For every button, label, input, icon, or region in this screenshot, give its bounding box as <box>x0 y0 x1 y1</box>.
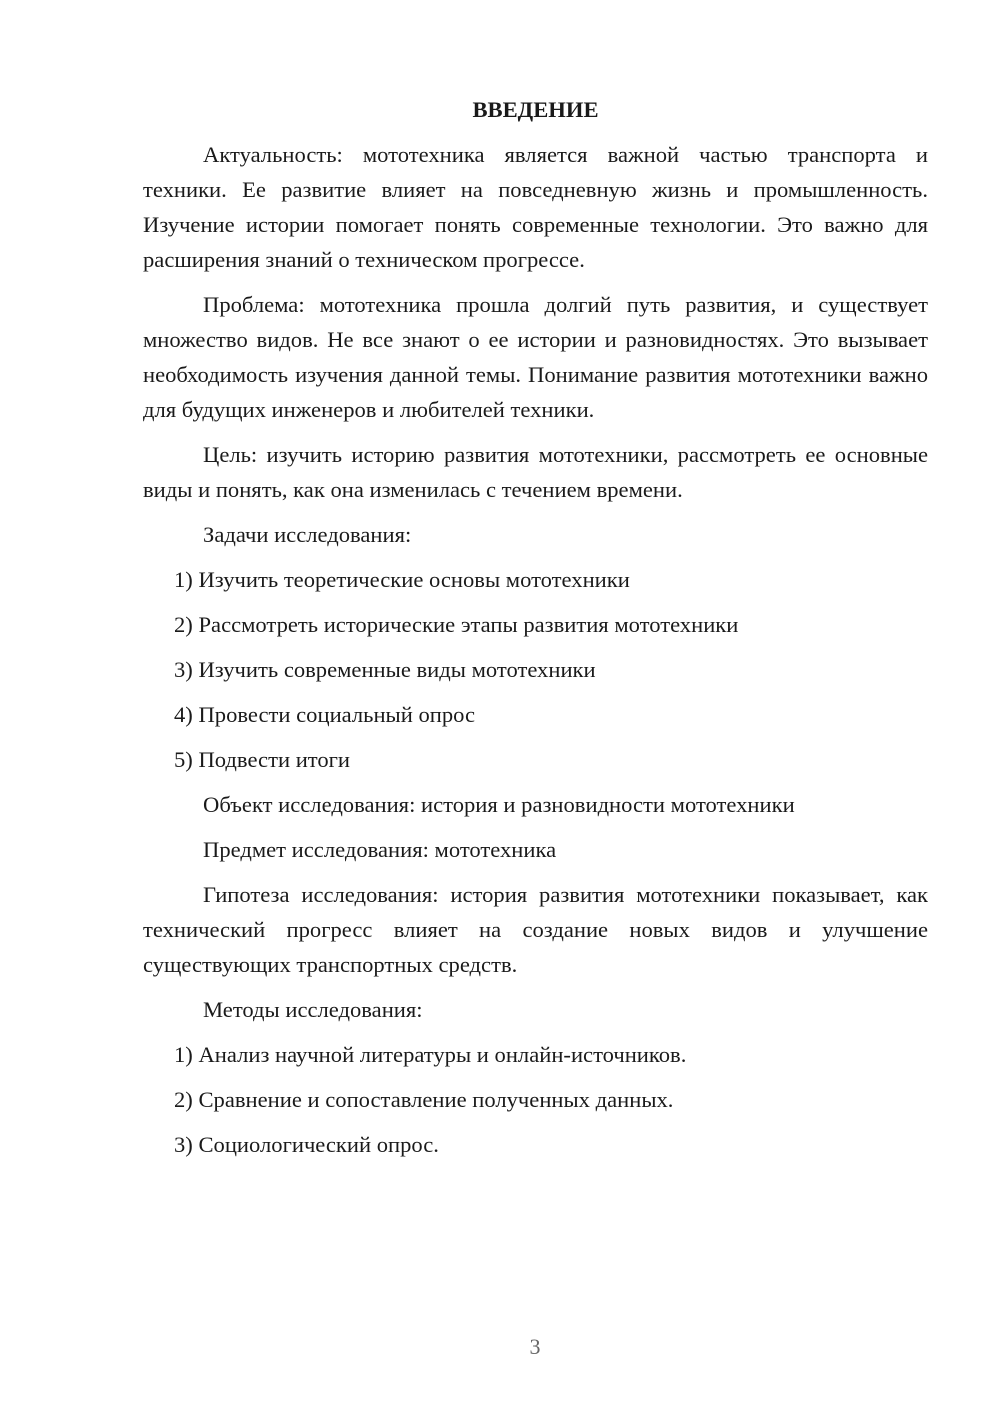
section-heading: ВВЕДЕНИЕ <box>472 97 599 122</box>
page-content <box>143 92 928 1172</box>
list-item: 4) Провести социальный опрос <box>174 702 476 727</box>
list-item: 1) Изучить теоретические основы мототехники <box>174 567 630 592</box>
list-item: 5) Подвести итоги <box>174 747 351 772</box>
paragraph-hypothesis: Гипотеза исследования: история развития мототехники показывает, как технический прогресс влияет на создание новых видов и улучшение существующих транспортных средств. <box>143 882 928 977</box>
list-item: 3) Изучить современные виды мототехники <box>174 657 596 682</box>
methods-title: Методы исследования: <box>203 997 423 1022</box>
paragraph-relevance: Актуальность: мототехника является важной частью транспорта и техники. Ее развитие влияет на повседневную жизнь и промышленность. Изучение истории помогает понять современные технологии. Это важно для расширения знаний о техническом прогрессе. <box>143 142 928 272</box>
list-item: 3) Социологический опрос. <box>174 1132 439 1157</box>
paragraph-problem: Проблема: мототехника прошла долгий путь развития, и существует множество видов. Не все знают о ее истории и разновидностях. Это вызывает необходимость изучения данной темы. Понимание развития мототехники важно для будущих инженеров и любителей техники. <box>143 292 928 422</box>
list-item: 2) Сравнение и сопоставление полученных данных. <box>174 1087 674 1112</box>
tasks-list <box>143 562 928 777</box>
paragraph-subject: Предмет исследования: мототехника <box>203 837 557 862</box>
tasks-title: Задачи исследования: <box>203 522 412 547</box>
page-number: 3 <box>529 1334 541 1359</box>
list-item: 2) Рассмотреть исторические этапы развития мототехники <box>174 612 739 637</box>
list-item: 1) Анализ научной литературы и онлайн-источников. <box>174 1042 687 1067</box>
paragraph-goal: Цель: изучить историю развития мототехники, рассмотреть ее основные виды и понять, как она изменилась с течением времени. <box>143 442 928 502</box>
paragraph-object: Объект исследования: история и разновидности мототехники <box>203 792 795 817</box>
methods-list <box>143 1037 928 1162</box>
